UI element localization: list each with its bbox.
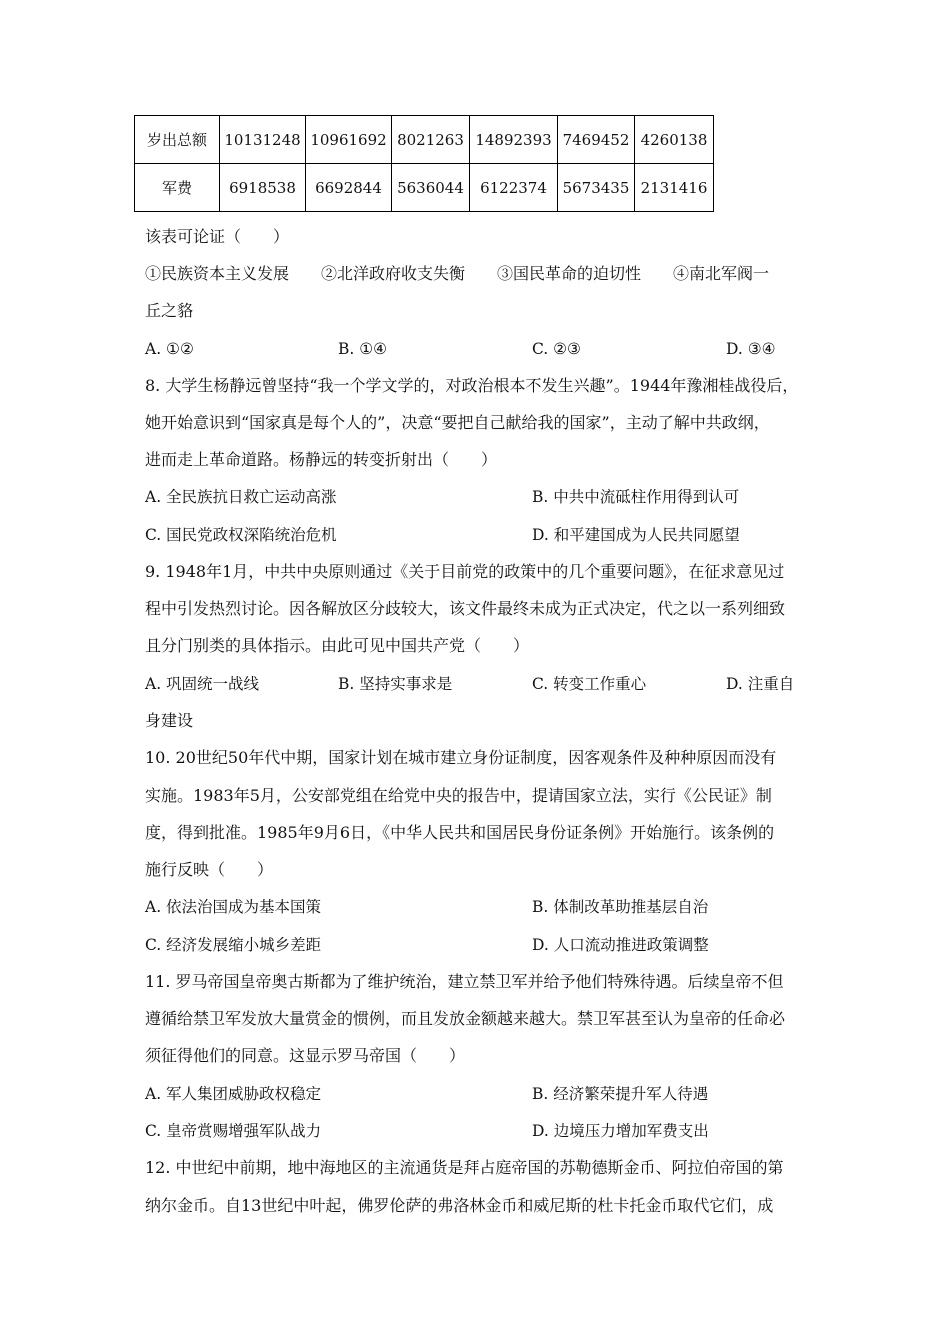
- option-d: D. 人口流动推进政策调整: [532, 936, 709, 954]
- option-a: A. 全民族抗日救亡运动高涨: [145, 488, 337, 506]
- row-label: 军费: [135, 164, 220, 212]
- table-cell: 6918538: [220, 164, 306, 212]
- table-cell: 10961692: [306, 116, 392, 164]
- table-cell: 6692844: [306, 164, 392, 212]
- table-cell: 4260138: [635, 116, 714, 164]
- option-b: B. 中共中流砥柱作用得到认可: [532, 488, 740, 506]
- option-a: A. 依法治国成为基本国策: [145, 898, 322, 916]
- option-d: D. ③④: [726, 340, 776, 358]
- question-line: 11. 罗马帝国皇帝奥古斯都为了维护统治，建立禁卫军并给予他们特殊待遇。后续皇帝不但: [145, 972, 784, 991]
- option-d: D. 和平建国成为人民共同愿望: [532, 526, 740, 544]
- question-line: 她开始意识到“国家真是每个人的”，决意“要把自己献给我的国家”，主动了解中共政纲，: [145, 413, 770, 432]
- fiscal-table: [134, 115, 714, 212]
- option-b: B. 经济繁荣提升军人待遇: [532, 1085, 709, 1103]
- question-items: ①民族资本主义发展 ②北洋政府收支失衡 ③国民革命的迫切性 ④南北军阀一: [145, 264, 770, 283]
- question-stem: 该表可论证（ ）: [145, 227, 290, 246]
- question-line: 实施。1983年5月，公安部党组在给党中央的报告中，提请国家立法，实行《公民证》制: [145, 786, 772, 805]
- table-row: [135, 164, 714, 212]
- option-a: A. 军人集团威胁政权稳定: [145, 1085, 322, 1103]
- option-a: A. ①②: [145, 340, 194, 358]
- option-d: D. 边境压力增加军费支出: [532, 1122, 709, 1140]
- question-line: 8. 大学生杨静远曾坚持“我一个学文学的，对政治根本不发生兴趣”。1944年豫湘桂战役后，: [145, 376, 799, 395]
- table-cell: 2131416: [635, 164, 714, 212]
- option-c: C. 国民党政权深陷统治危机: [145, 526, 337, 544]
- option-d: D. 注重自: [726, 675, 795, 693]
- question-line: 纳尔金币。自13世纪中叶起，佛罗伦萨的弗洛林金币和威尼斯的杜卡托金币取代它们，成: [145, 1196, 774, 1215]
- option-a: A. 巩固统一战线: [145, 675, 260, 693]
- row-label: 岁出总额: [135, 116, 220, 164]
- question-line: 须征得他们的同意。这显示罗马帝国（ ）: [145, 1046, 466, 1065]
- question-line: 程中引发热烈讨论。因各解放区分歧较大，该文件最终未成为正式决定，代之以一系列细致: [145, 599, 786, 618]
- table-row: [135, 116, 714, 164]
- question-line: 12. 中世纪中前期，地中海地区的主流通货是拜占庭帝国的苏勒德斯金币、阿拉伯帝国的第: [145, 1158, 784, 1177]
- question-line: 10. 20世纪50年代中期，国家计划在城市建立身份证制度，因客观条件及种种原因而没有: [145, 748, 777, 767]
- question-line: 且分门别类的具体指示。由此可见中国共产党（ ）: [145, 636, 530, 655]
- option-b: B. 坚持实事求是: [338, 675, 453, 693]
- question-line: 进而走上革命道路。杨静远的转变折射出（ ）: [145, 450, 498, 469]
- table-cell: 5673435: [558, 164, 635, 212]
- table-cell: 14892393: [470, 116, 558, 164]
- table-cell: 7469452: [558, 116, 635, 164]
- question-line: 遵循给禁卫军发放大量赏金的惯例，而且发放金额越来越大。禁卫军甚至认为皇帝的任命必: [145, 1009, 786, 1028]
- question-line: 9. 1948年1月，中共中央原则通过《关于目前党的政策中的几个重要问题》，在征求意见过: [145, 562, 785, 581]
- table-cell: 6122374: [470, 164, 558, 212]
- question-items: 丘之貉: [145, 301, 194, 320]
- question-line: 施行反映（ ）: [145, 860, 274, 879]
- table-cell: 8021263: [392, 116, 470, 164]
- option-d-continuation: 身建设: [145, 711, 194, 730]
- option-c: C. 皇帝赏赐增强军队战力: [145, 1122, 322, 1140]
- question-line: 度，得到批准。1985年9月6日，《中华人民共和国居民身份证条例》开始施行。该条例的: [145, 823, 775, 842]
- table-cell: 5636044: [392, 164, 470, 212]
- option-c: C. 经济发展缩小城乡差距: [145, 936, 322, 954]
- option-b: B. ①④: [338, 340, 388, 358]
- option-b: B. 体制改革助推基层自治: [532, 898, 709, 916]
- table-cell: 10131248: [220, 116, 306, 164]
- option-c: C. ②③: [532, 340, 581, 358]
- option-c: C. 转变工作重心: [532, 675, 647, 693]
